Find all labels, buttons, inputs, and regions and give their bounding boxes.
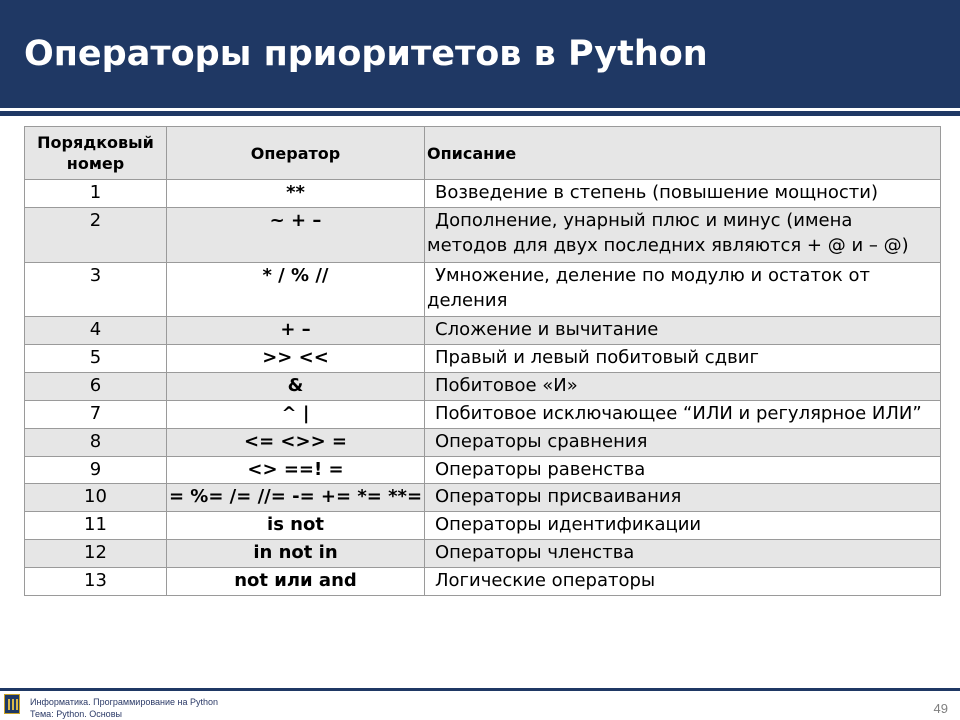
row-description: Дополнение, унарный плюс и минус (имена методов для двух последних являются + @ и – @) [425, 207, 941, 262]
table-row [25, 540, 941, 568]
table-row [25, 428, 941, 456]
row-number: 7 [25, 400, 167, 428]
row-description: Операторы сравнения [425, 428, 941, 456]
row-description: Правый и левый побитовый сдвиг [425, 345, 941, 373]
table-row [25, 207, 941, 262]
row-number: 13 [25, 568, 167, 596]
row-operator: >> << [167, 345, 425, 373]
title-underline [0, 111, 960, 116]
precedence-table-container [24, 126, 941, 596]
footer-topic: Тема: Python. Основы [30, 709, 122, 719]
row-operator: not или and [167, 568, 425, 596]
row-operator: is not [167, 512, 425, 540]
row-description: Возведение в степень (повышение мощности) [425, 180, 941, 208]
row-operator: ^ | [167, 400, 425, 428]
header-description: Описание [425, 127, 941, 180]
row-description: Операторы идентификации [425, 512, 941, 540]
row-operator: = %= /= //= -= += *= **= [167, 484, 425, 512]
table-row [25, 568, 941, 596]
row-description: Умножение, деление по модулю и остаток от деления [425, 262, 941, 317]
row-operator: in not in [167, 540, 425, 568]
row-description: Операторы членства [425, 540, 941, 568]
header-operator: Оператор [167, 127, 425, 180]
row-description: Операторы равенства [425, 456, 941, 484]
row-operator: * / % // [167, 262, 425, 317]
table-row [25, 317, 941, 345]
table-row [25, 512, 941, 540]
row-description: Сложение и вычитание [425, 317, 941, 345]
row-description: Побитовое исключающее “ИЛИ и регулярное ИЛИ” [425, 400, 941, 428]
table-row [25, 262, 941, 317]
title-bar [0, 0, 960, 108]
row-operator: & [167, 372, 425, 400]
footer-caption [30, 696, 218, 720]
institution-logo-icon [4, 694, 20, 714]
row-operator: ~ + – [167, 207, 425, 262]
table-row [25, 400, 941, 428]
row-operator: + – [167, 317, 425, 345]
row-number: 6 [25, 372, 167, 400]
row-number: 2 [25, 207, 167, 262]
row-number: 11 [25, 512, 167, 540]
table-row [25, 345, 941, 373]
row-description: Побитовое «И» [425, 372, 941, 400]
table-row [25, 484, 941, 512]
table-header-row [25, 127, 941, 180]
row-description: Логические операторы [425, 568, 941, 596]
row-description: Операторы присваивания [425, 484, 941, 512]
row-number: 8 [25, 428, 167, 456]
page-title: Операторы приоритетов в Python [24, 34, 708, 74]
row-operator: <> ==! = [167, 456, 425, 484]
table-row [25, 456, 941, 484]
row-operator: <= <>> = [167, 428, 425, 456]
page-number: 49 [933, 701, 948, 716]
row-number: 3 [25, 262, 167, 317]
row-number: 4 [25, 317, 167, 345]
row-operator: ** [167, 180, 425, 208]
row-number: 5 [25, 345, 167, 373]
footer-course: Информатика. Программирование на Python [30, 697, 219, 707]
footer-divider [0, 688, 960, 691]
header-number: Порядковый номер [25, 127, 167, 180]
row-number: 9 [25, 456, 167, 484]
table-row [25, 180, 941, 208]
precedence-table [24, 126, 941, 596]
row-number: 10 [25, 484, 167, 512]
table-row [25, 372, 941, 400]
row-number: 12 [25, 540, 167, 568]
row-number: 1 [25, 180, 167, 208]
